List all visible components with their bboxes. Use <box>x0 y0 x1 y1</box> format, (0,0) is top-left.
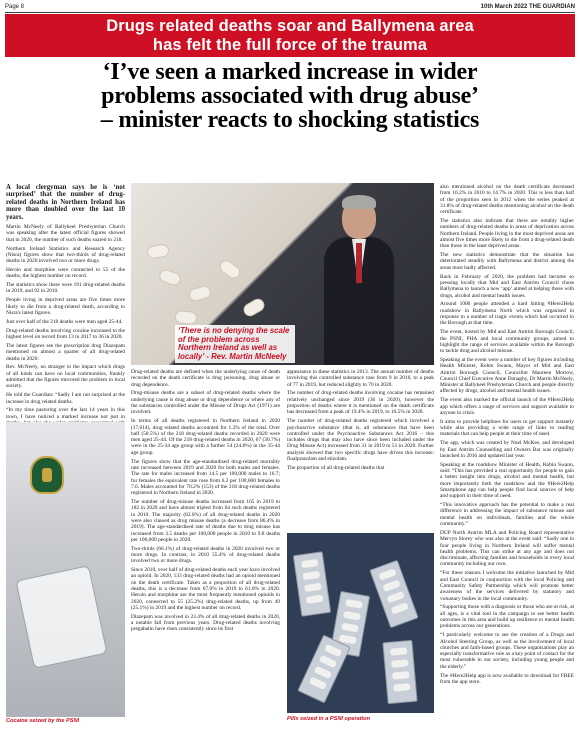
article-paragraph: Back in February of 2020, the problem had become so pressing locally that Mid and East Antrim Council chose Ballymena to launch a new ‘app’ aimed at helping those with drugs, alcohol and mental health issues. <box>440 273 574 299</box>
pills-photo-caption: Pills seized in a PSNI operation <box>287 716 370 722</box>
article-paragraph: “I particularly welcome to see the creation of a Drugs and Alcohol Steering Group, as well as the involvement of local churches and faith-based groups. These organisations play an especially transformative role as a key point of contact for the most vulnerable in our society, including young people and the elderly.” <box>440 632 574 670</box>
article-paragraph: The #Here2Help app is now available to download for FREE from the app store. <box>440 672 574 685</box>
pill-shape <box>241 296 267 318</box>
article-paragraph: Just over half of the 218 deaths were men aged 25-44. <box>6 318 123 325</box>
article-headline <box>8 60 572 132</box>
pills-photo <box>287 533 434 713</box>
blister-pack <box>297 635 350 704</box>
article-column-4 <box>440 184 574 729</box>
banner-line-2: has felt the full force of the trauma <box>152 36 428 54</box>
article-paragraph: DUP North Antrim MLA and Policing Board representative Mervyn Storey who was also at the event said: “Sadly one in four people living in Northern Ireland will suffer mental health problems. This can strike at any age and does not discriminate, affecting families and households in every local community including our own. <box>440 529 574 568</box>
psni-crest-icon <box>30 456 64 494</box>
article-paragraph: The statistics show there were 191 drug-related deaths in 2019, and 92 in 2010. <box>6 282 125 295</box>
blister-pack <box>382 640 417 704</box>
article-paragraph: Two-thirds (66.1%) of drug-related deaths in 2020 involved two or more drugs. In contrast, in 2010 55.4% of drug-related deaths involved two or more drugs. <box>131 545 280 565</box>
page-number: Page 8 <box>5 4 25 10</box>
article-paragraph: The number of drug-related deaths involving cocaine has remained relatively unchanged since 2019 (36 in 2020), however the proportion of deaths where it is mentioned on the death certificate has decreased from a peak of 19.4% in 2019, to 16.5% in 2020. <box>287 390 434 416</box>
article-paragraph: The event also marked the official launch of the #Here2Help app which offers a range of services and support available to anyone in crisis. <box>440 397 574 416</box>
pill-shape <box>157 268 182 288</box>
article-paragraph: “This innovative approach has the potential to make a real difference in addressing the impact of substance misuse and mental health on individuals, families and the whole community.” <box>440 502 574 528</box>
blister-pack <box>293 551 331 617</box>
article-paragraph: “Supporting those with a diagnosis or those who are at risk, at all ages, is a vital tool in the campaign to see better health outcomes in this area and build up resilience to mental health problems across our generations. <box>440 604 574 630</box>
article-paragraph: In terms of all deaths registered in Northern Ireland in 2020 (17,614), drug related deaths accounted for 1.2% of the total. Over half (58.5%) of the 218 drug-related deaths recorded in 2020 were men aged 25-44. Of the 218 drug-related deaths in 2020, 67 (30.7%) were in the 25-34 age group with a further 54 (24.8%) in the 35-44 age group. <box>131 418 280 456</box>
article-paragraph: People living in deprived areas are five times more likely to die from a drug-related death, according to Nisra's latest figures. <box>6 297 125 316</box>
article-paragraph: The number of drug-misuse deaths increased from 165 in 2019 to 182 in 2020 and have almost tripled from 64 such deaths registered in 2010. The majority (82.6%) of all drug-related deaths in 2020 were also classed as drug misuse deaths (a decrease from 86.4% in 2019). The age-standardised rate of deaths due to drug misuse has increased from 3.5 deaths per 100,000 people in 2010 to 9.8 deaths per 100,000 people in 2020. <box>131 499 280 543</box>
article-paragraph: Since 2010, over half of drug-related deaths each year have involved an opioid. In 2020, 133 drug-related deaths had an opioid mentioned on the death certificate. Taken as a proportion of all drug-related deaths, this is a decrease from 67.0% in 2019 to 61.0% in 2020. Heroin and morphine are the most frequently mentioned opioids in 2020, connected to 55 (25.2%) drug-related deaths, up from 49 (25.1%) in 2019 and the highest number on record. <box>131 567 280 611</box>
headline-line-3: – minister reacts to shocking statistics <box>100 107 480 133</box>
article-paragraph: The new statistics demonstrate that the situation has deteriorated steadily with Ballymena and district among the areas most badly affected. <box>440 252 574 271</box>
page-header <box>5 2 575 12</box>
article-paragraph: The proportion of all drug-related deaths that <box>287 464 385 471</box>
kicker-banner <box>5 14 575 57</box>
article-paragraph: It aims to provide helplines for users to get support instantly while also providing a wide range of links to reading materials that can help people at their time of need. <box>440 418 574 438</box>
article-paragraph: The figures show that the age-standardised drug-related mortality rate increased between 2019 and 2020 for both males and females. The rate for males increased from 14.5 per 100,000 males to 16.7; for females the equivalent rate rose from 6.2 per 100,000 females to 7.6. Males accounted for 70.2% (153) of the 218 drug-related deaths registered in Northern Ireland in 2020. <box>131 458 280 497</box>
pill-shape <box>188 284 213 302</box>
seized-bag <box>15 565 107 669</box>
article-paragraph: “For these reasons I welcome the initiative launched by Mid and East Council in conjunction with the local Policing and Community Safety Partnership which will promote better awareness of the services delivered by statutory and voluntary bodies in the local community. <box>440 570 574 602</box>
article-paragraph: The statistics also indicate that there are notably higher numbers of drug-related deaths in areas of deprivation across Northern Ireland. People living in the most deprived areas are almost five times more likely to die from a drug-related death than those in the least deprived areas. <box>440 218 574 250</box>
portrait-figure <box>324 193 394 365</box>
article-paragraph: A local clergyman says he is ‘not surprised’ that the number of drug-related deaths in Northern Ireland has more than doubled over the last 10 years. <box>6 184 125 221</box>
article-column-1 <box>6 184 125 418</box>
article-paragraph: The app, which was created by Noel McKee, and developed by East Antrim Counselling and Owners Bar was originally launched in 2016 and updated last year. <box>440 440 574 459</box>
article-paragraph: Diazepam was involved in 23.4% of all drug-related deaths in 2020, a notable fall from previous years. Drug-related deaths involving pregabalin have risen consistently since its first <box>131 613 280 633</box>
article-paragraph: Martin McNeely of Ballykeel Presbyterian Church was speaking after the latest official figures showed that in 2020, the number of such deaths soared to 218. <box>6 224 125 243</box>
pill-shape <box>146 243 170 260</box>
article-paragraph: Speaking at the roadshow Minister of Health, Robin Swann, said: “This has provided a real opportunity for people to gain a better insight into drugs, alcohol and mental health, but more importantly both the roadshow and the #Here2Help Smartphone app can help people find local sources of help and support in their time of need. <box>440 461 574 500</box>
article-paragraph: He told the Guardian: “Sadly I am not surprised at the increase in drug related deaths. <box>6 392 125 405</box>
article-paragraph: also mentioned alcohol on the death certificate decreased from 16.2% in 2010 to 14.7% in 2020. This is less than half of the proportion seen in 2012 when the series peaked at 31.8% of drug-related deaths mentioning alcohol on the death certificate. <box>440 184 574 216</box>
cocaine-photo <box>6 422 125 717</box>
article-paragraph: “In my time pastoring over the last 14 years in this town, I have noticed a marked increase not just in <box>6 407 125 420</box>
article-paragraph: Around 1000 people attended a hard hitting #Here2Help roadshow in Ballymena North which was organised in response to a number of tragic events which had occurred in the Borough at that time. <box>440 301 574 327</box>
blister-pack <box>369 560 418 629</box>
article-paragraph: appearance in these statistics in 2013. The annual number of deaths involving this controlled substance rose from 9 in 2016, to a peak of 77 in 2019, but reduced slightly to 70 in 2020. <box>287 369 434 388</box>
headline-line-2: problems associated with drug abuse’ <box>101 83 479 109</box>
pill-shape <box>174 310 197 325</box>
article-paragraph: The latest figures see the prescription drug Diazepam mentioned on almost a quarter of all drug-related deaths in 2020. <box>6 342 125 362</box>
article-column-3 <box>287 369 434 529</box>
article-paragraph: Speaking at the event were a number of key figures including Health Minister, Robin Swann, Mayor of Mid and East Antrim Borough Council, Councillor Maureen Morrow, Council Chief Executive Anne Donaghy, Dr Martin McNeely, Minister at Ballykeel Presbyterian Church and people directly affected by drugs, alcohol and mental health issues. <box>440 356 574 395</box>
article-paragraph: Drug-misuse deaths are a subset of drug-related deaths where the underlying cause is drug abuse or drug dependence or where any of the substances controlled under the Misuse of Drugs Act (1971) are involved. <box>131 390 280 416</box>
article-paragraph: Drug-related deaths involving cocaine increased to the highest level on record from 13 in 2017 to 36 in 2020. <box>6 327 125 341</box>
cocaine-photo-caption: Cocaine seized by the PSNI <box>6 718 80 724</box>
header-rule <box>5 12 575 13</box>
headline-line-1: ‘I’ve seen a marked increase in wider <box>102 59 478 85</box>
banner-line-1: Drugs related deaths soar and Ballymena area <box>106 17 474 35</box>
article-paragraph: Northern Ireland Statistics and Research Agency (Nisra) figures show that two-thirds of drug-related deaths in 2020 involved two or more drugs. <box>6 245 125 265</box>
pill-shape <box>217 258 242 281</box>
issue-date: 10th March 2022 THE GUARDIAN <box>480 4 575 10</box>
article-paragraph: Drug-related deaths are defined when the underlying cause of death recorded on the death certificate is drug poisoning, drug abuse or drug dependence. <box>131 369 280 388</box>
article-paragraph: The number of drug-related deaths registered which involved a psychoactive substance (that is, all substances that have been controlled under the Psychoactive Substances Act 2016 – this includes drugs that may also have since been included under the Drug Misuse Act) increased from 31 in 2019 to 51 in 2020. Further analysis showed that two specific drugs have driven this increase: flualprazolam and etizolam. <box>287 418 434 463</box>
article-column-2 <box>131 369 280 709</box>
pull-quote: ‘There is no denying the scale of the problem across Northern Ireland as well as locally’ - Rev. Martin McNeely <box>175 325 295 363</box>
article-paragraph: Rev. McNeely, no stranger to the impact which drugs of all kinds can have on local communities, frankly admitted that the figures mirrored the problem in local society. <box>6 364 125 390</box>
article-paragraph: Heroin and morphine were connected to 55 of the deaths, the highest number on record. <box>6 267 125 280</box>
article-paragraph: The event, hosted by Mid and East Antrim Borough Council, the PSNI, PHA and local community groups, aimed to highlight the range of services available within the Borough to tackle drug and alcohol misuse. <box>440 329 574 355</box>
